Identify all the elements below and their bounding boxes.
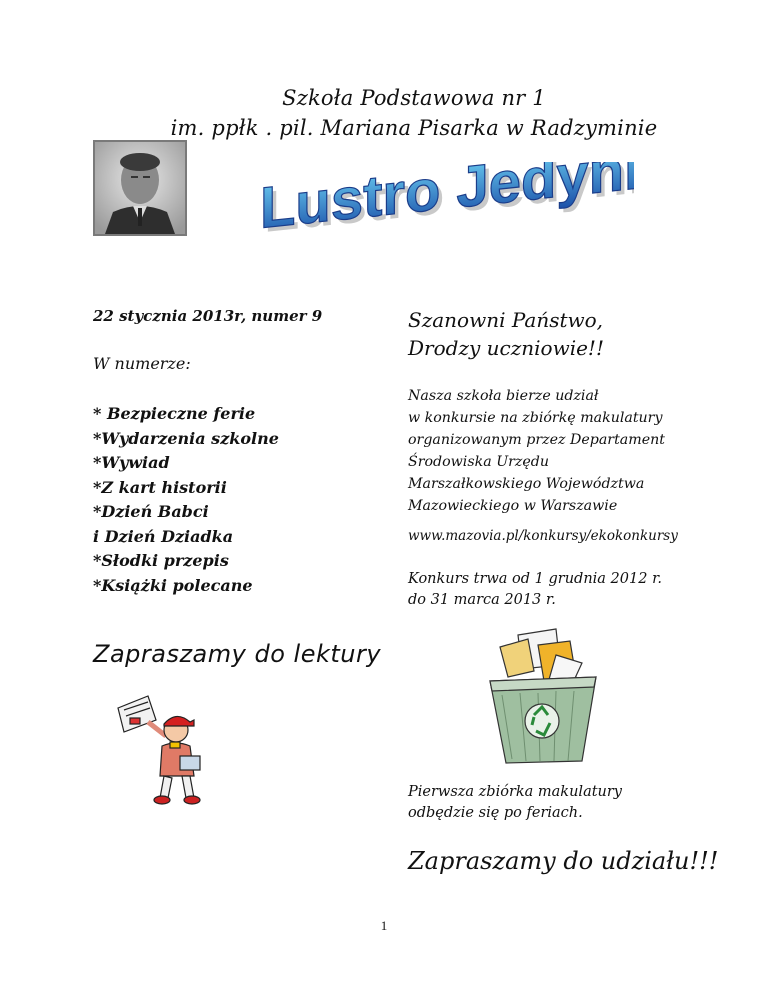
contest-dates: Konkurs trwa od 1 grudnia 2012 r. do 31 marca 2013 r. (408, 571, 663, 608)
contest-url: www.mazovia.pl/konkursy/ekokonkursy (408, 528, 678, 544)
toc-item: * Bezpieczne ferie (93, 404, 256, 423)
toc-item: *Wywiad (93, 453, 170, 472)
school-name: Szkoła Podstawowa nr 1 (282, 86, 546, 110)
toc-item: *Dzień Babci (93, 502, 209, 521)
newsletter-logo (254, 162, 634, 262)
svg-text:Lustro Jedynki: Lustro Jedynki (264, 162, 634, 245)
newspaper-boy-clipart (110, 690, 230, 810)
toc-item: i Dzień Dziadka (93, 526, 234, 546)
portrait-photo (93, 140, 187, 236)
issue-date: 22 stycznia 2013r, numer 9 (93, 307, 323, 325)
invite-reading: Zapraszamy do lektury (93, 640, 382, 668)
contest-description: Nasza szkoła bierze udział w konkursie na zbiórkę makulatury organizowanym przez Departament Środowiska Urzędu Marszałkowskiego Województwa Mazowieckiego w Warszawie (408, 388, 665, 514)
svg-text:Lustro Jedynki: Lustro Jedynki (260, 162, 634, 241)
toc-item: *Z kart historii (93, 477, 227, 497)
recycling-bin-clipart (478, 625, 608, 767)
toc-item: *Wydarzenia szkolne (93, 428, 279, 448)
in-issue-label: W numerze: (93, 354, 191, 373)
toc-item: *Książki polecane (93, 575, 253, 595)
toc-item: *Słodki przepis (93, 551, 229, 570)
greeting: Szanowni Państwo, Drodzy uczniowie!! (408, 308, 604, 360)
school-patron: im. ppłk . pil. Mariana Pisarka w Radzyminie (170, 116, 658, 140)
table-of-contents (93, 402, 279, 598)
page-number: 1 (380, 918, 388, 933)
invite-participation: Zapraszamy do udziału!!! (408, 847, 719, 875)
collection-note: Pierwsza zbiórka makulatury odbędzie się po feriach. (408, 784, 623, 821)
